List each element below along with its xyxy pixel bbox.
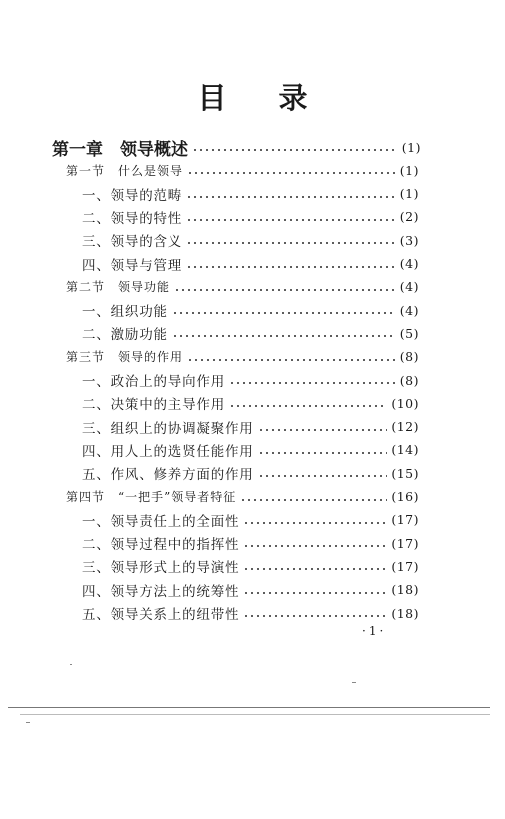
toc-item [82, 462, 419, 484]
toc-entry-title: 四、用人上的选贤任能作用 [82, 443, 254, 460]
dot-leader [187, 359, 396, 361]
toc-item [82, 299, 419, 321]
toc-entry-page: (8) [399, 372, 419, 388]
toc-section [66, 486, 419, 508]
toc-entry-page: (17) [391, 558, 419, 574]
toc-entry-title: 第一节 什么是领导 [66, 163, 184, 178]
toc-entry-title: 第一章 领导概述 [52, 139, 188, 160]
toc-entry-page: (4) [399, 279, 419, 295]
toc-entry-title: 三、组织上的协调凝聚作用 [82, 420, 254, 437]
page-number: ·1· [362, 624, 387, 638]
dot-leader [174, 289, 396, 291]
toc-item [82, 322, 419, 344]
toc-entry-page: (17) [391, 535, 419, 551]
toc-item [82, 183, 419, 205]
toc-entry-page: (10) [391, 395, 419, 411]
toc-entry-page: (1) [399, 162, 419, 178]
dot-leader [243, 522, 387, 524]
toc-entry-title: 第二节 领导功能 [66, 280, 171, 295]
dot-leader [186, 266, 396, 268]
toc-entry-title: 一、领导责任上的全面性 [82, 513, 240, 530]
toc-entry-page: (17) [391, 512, 419, 528]
scan-speck [70, 664, 72, 665]
toc-entry-page: (18) [391, 582, 419, 598]
toc-entry-title: 三、领导的含义 [82, 234, 183, 251]
scan-edge-line [8, 707, 490, 708]
toc-entry-title: 一、政治上的导向作用 [82, 374, 225, 390]
toc-entry-page: (5) [399, 325, 419, 341]
toc-entry-page: (8) [399, 349, 419, 365]
toc-item [82, 229, 419, 251]
dot-leader [243, 545, 387, 547]
toc-entry-page: (4) [399, 302, 419, 318]
dot-leader [258, 475, 388, 477]
dot-leader [229, 382, 396, 384]
toc-entry-page: (16) [391, 489, 419, 504]
toc-item [82, 439, 419, 461]
dot-leader [243, 568, 387, 570]
toc-entry-page: (3) [399, 232, 419, 248]
toc-entry-title: 二、决策中的主导作用 [82, 397, 225, 414]
dot-leader [243, 592, 387, 594]
toc-item [82, 509, 419, 531]
dot-leader [187, 172, 396, 174]
toc-entry-title: 三、领导形式上的导演性 [82, 560, 240, 577]
toc-entry-title: 一、领导的范畴 [82, 187, 183, 204]
dot-leader [243, 615, 387, 617]
toc-item [82, 253, 419, 275]
dot-leader [186, 242, 396, 244]
toc-entry-page: (1) [399, 186, 419, 202]
toc-item [82, 392, 419, 414]
toc-entry-title: 第四节 “一把手”领导者特征 [66, 490, 237, 504]
toc-chapter [52, 136, 421, 158]
toc-entry-title: 第三节 领导的作用 [66, 350, 184, 365]
toc-entry-page: (12) [391, 419, 419, 435]
toc-entry-title: 二、激励功能 [82, 327, 168, 344]
toc-entry-page: (2) [399, 209, 419, 225]
page-title: 目录 [197, 81, 360, 115]
toc-entry-title: 四、领导方法上的统筹性 [82, 583, 240, 600]
dot-leader [258, 452, 388, 454]
toc-item [82, 579, 419, 601]
toc-item [82, 206, 419, 228]
toc-item [82, 555, 419, 577]
scan-edge-line-faint [20, 714, 490, 715]
toc-entry-title: 二、领导的特性 [82, 210, 183, 227]
scan-speck [26, 722, 30, 723]
toc-entry-page: (1) [401, 139, 421, 155]
dot-leader [192, 149, 398, 151]
toc-item [82, 416, 419, 438]
dot-leader [240, 499, 387, 501]
toc-section [66, 346, 419, 368]
dot-leader [229, 405, 387, 407]
toc-item [82, 602, 419, 624]
dot-leader [186, 219, 396, 221]
toc-entry-page: (15) [391, 465, 419, 481]
toc-entry-page: (18) [391, 605, 419, 621]
toc-entry-title: 二、领导过程中的指挥性 [82, 537, 240, 554]
dot-leader [258, 429, 388, 431]
toc-entry-page: (14) [391, 442, 419, 458]
toc-item [82, 369, 419, 391]
dot-leader [172, 312, 396, 314]
toc-section [66, 159, 419, 181]
toc-item [82, 532, 419, 554]
scan-speck [352, 682, 356, 683]
dot-leader [186, 196, 396, 198]
toc-section [66, 276, 419, 298]
dot-leader [172, 335, 396, 337]
toc-entry-title: 一、组织功能 [82, 304, 168, 321]
toc-entry-title: 五、领导关系上的纽带性 [82, 607, 240, 623]
toc-entry-page: (4) [399, 256, 419, 271]
toc-entry-title: 五、作风、修养方面的作用 [82, 467, 254, 484]
toc-entry-title: 四、领导与管理 [82, 257, 183, 274]
